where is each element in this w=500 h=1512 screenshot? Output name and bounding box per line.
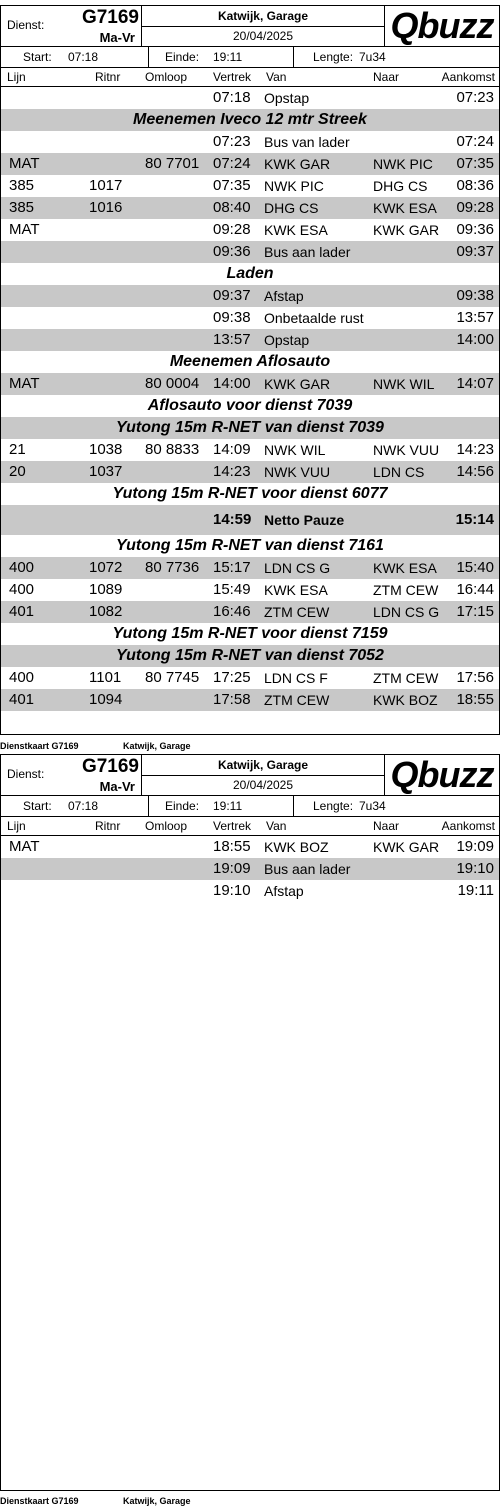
- van-cell: Bus aan lader: [264, 861, 351, 877]
- vertrek-cell: 09:38: [213, 309, 251, 326]
- lijn-cell: 400: [9, 581, 35, 598]
- column-header: [1, 68, 499, 87]
- garage-cell: [142, 755, 385, 795]
- col-lijn: Lijn: [7, 819, 26, 833]
- dienst-cell: [1, 755, 142, 795]
- naar-cell: NWK PIC: [373, 156, 433, 172]
- table-row: [1, 557, 499, 579]
- einde-cell: [149, 796, 294, 816]
- service-date: 20/04/2025: [232, 29, 294, 43]
- table-row: [1, 880, 499, 902]
- ritnr-cell: 1016: [89, 199, 123, 216]
- omloop-cell: 80 7701: [145, 155, 200, 172]
- van-cell: Onbetaalde rust: [264, 310, 364, 326]
- naar-cell: DHG CS: [373, 178, 428, 194]
- footer-title: Dienstkaart G7169: [0, 1496, 79, 1506]
- vertrek-cell: 07:18: [213, 89, 251, 106]
- start-value: 07:18: [68, 799, 99, 813]
- van-cell: NWK PIC: [264, 178, 324, 194]
- naar-cell: KWK BOZ: [373, 692, 438, 708]
- garage-name: Katwijk, Garage: [142, 755, 384, 776]
- vertrek-cell: 14:00: [213, 375, 251, 392]
- col-omloop: Omloop: [145, 819, 188, 833]
- dienst-cell: [1, 6, 142, 46]
- van-cell: LDN CS G: [264, 560, 331, 576]
- table-row: [1, 285, 499, 307]
- aankomst-cell: 17:15: [456, 603, 494, 620]
- aankomst-cell: 15:14: [455, 511, 494, 528]
- van-cell: NWK WIL: [264, 442, 326, 458]
- naar-cell: NWK WIL: [373, 376, 435, 392]
- naar-cell: ZTM CEW: [373, 670, 439, 686]
- aankomst-cell: 19:10: [456, 860, 494, 877]
- ritnr-cell: 1038: [89, 441, 123, 458]
- vertrek-cell: 07:23: [213, 133, 251, 150]
- omloop-cell: 80 7736: [145, 559, 200, 576]
- ritnr-cell: 1094: [89, 691, 123, 708]
- lijn-cell: 385: [9, 177, 35, 194]
- vertrek-cell: 07:35: [213, 177, 251, 194]
- lijn-cell: MAT: [9, 155, 40, 172]
- ritnr-cell: 1072: [89, 559, 123, 576]
- col-ritnr: Ritnr: [95, 819, 121, 833]
- table-row: [1, 329, 499, 351]
- aankomst-cell: 09:38: [456, 287, 494, 304]
- footer-garage: Katwijk, Garage: [123, 1496, 191, 1506]
- vertrek-cell: 19:10: [213, 882, 251, 899]
- section-heading: Yutong 15m R-NET voor dienst 7159: [112, 625, 388, 642]
- table-row: [1, 87, 499, 109]
- vertrek-cell: 08:40: [213, 199, 251, 216]
- section-heading: Yutong 15m R-NET van dienst 7052: [1, 645, 499, 667]
- aankomst-cell: 14:07: [456, 375, 494, 392]
- start-label: Start:: [23, 50, 52, 64]
- van-cell: Netto Pauze: [264, 512, 345, 528]
- lijn-cell: 400: [9, 559, 35, 576]
- aankomst-cell: 15:40: [456, 559, 494, 576]
- col-van: Van: [266, 819, 287, 833]
- table-row: [1, 601, 499, 623]
- col-vertrek: Vertrek: [213, 819, 252, 833]
- aankomst-cell: 14:23: [456, 441, 494, 458]
- header-times: [1, 796, 499, 817]
- naar-cell: ZTM CEW: [373, 582, 439, 598]
- schedule-table-page-2: [1, 836, 499, 902]
- section-heading: Meenemen Iveco 12 mtr Streek: [1, 109, 499, 131]
- omloop-cell: 80 0004: [145, 375, 200, 392]
- garage-cell: [142, 6, 385, 46]
- table-row: [1, 836, 499, 858]
- qbuzz-logo: Qbuzz: [390, 5, 494, 46]
- dienst-label: Dienst:: [7, 767, 45, 781]
- table-row: [1, 689, 499, 711]
- van-cell: KWK ESA: [264, 582, 328, 598]
- van-cell: ZTM CEW: [264, 692, 330, 708]
- aankomst-cell: 09:28: [456, 199, 494, 216]
- section-heading: Yutong 15m R-NET van dienst 7161: [116, 537, 384, 554]
- lengte-value: 7u34: [359, 799, 386, 813]
- table-row: [1, 219, 499, 241]
- table-row: [1, 307, 499, 329]
- vertrek-cell: 09:37: [213, 287, 251, 304]
- vertrek-cell: 07:24: [213, 155, 251, 172]
- aankomst-cell: 07:24: [456, 133, 494, 150]
- table-row: [1, 461, 499, 483]
- naar-cell: LDN CS G: [373, 604, 440, 620]
- naar-cell: KWK GAR: [373, 222, 440, 238]
- pause-row: [1, 505, 499, 535]
- dienst-label: Dienst:: [7, 18, 45, 32]
- dienst-number: G7169: [81, 756, 139, 777]
- section-heading: Meenemen Aflosauto: [169, 353, 331, 370]
- lijn-cell: 385: [9, 199, 35, 216]
- aankomst-cell: 08:36: [456, 177, 494, 194]
- section-heading: Aflosauto voor dienst 7039: [147, 397, 353, 414]
- dienst-days: Ma-Vr: [99, 30, 135, 45]
- van-cell: KWK ESA: [264, 222, 328, 238]
- section-heading: Yutong 15m R-NET van dienst 7039: [1, 417, 499, 439]
- van-cell: ZTM CEW: [264, 604, 330, 620]
- lijn-cell: MAT: [9, 375, 40, 392]
- table-row: [1, 241, 499, 263]
- omloop-cell: 80 8833: [145, 441, 200, 458]
- start-cell: [1, 47, 149, 67]
- col-omloop: Omloop: [145, 70, 188, 84]
- van-cell: KWK GAR: [264, 376, 331, 392]
- aankomst-cell: 18:55: [456, 691, 494, 708]
- van-cell: LDN CS F: [264, 670, 328, 686]
- vertrek-cell: 14:23: [213, 463, 251, 480]
- footer-garage: Katwijk, Garage: [123, 741, 191, 751]
- start-value: 07:18: [68, 50, 99, 64]
- naar-cell: KWK ESA: [373, 200, 437, 216]
- col-naar: Naar: [373, 70, 400, 84]
- einde-value: 19:11: [213, 50, 243, 64]
- van-cell: Bus van lader: [264, 134, 350, 150]
- aankomst-cell: 14:56: [456, 463, 494, 480]
- lengte-label: Lengte:: [313, 799, 354, 813]
- vertrek-cell: 15:17: [213, 559, 251, 576]
- table-row: [1, 131, 499, 153]
- dienst-number: G7169: [81, 7, 139, 28]
- einde-value: 19:11: [213, 799, 243, 813]
- start-cell: [1, 796, 149, 816]
- aankomst-cell: 13:57: [456, 309, 494, 326]
- vertrek-cell: 09:36: [213, 243, 251, 260]
- table-row: [1, 439, 499, 461]
- van-cell: NWK VUU: [264, 464, 331, 480]
- aankomst-cell: 16:44: [456, 581, 494, 598]
- col-vertrek: Vertrek: [213, 70, 252, 84]
- lengte-label: Lengte:: [313, 50, 354, 64]
- aankomst-cell: 19:11: [457, 882, 494, 899]
- aankomst-cell: 19:09: [456, 838, 494, 855]
- table-row: [1, 175, 499, 197]
- lijn-cell: 401: [9, 603, 35, 620]
- table-row: [1, 373, 499, 395]
- van-cell: Bus aan lader: [264, 244, 351, 260]
- vertrek-cell: 14:09: [213, 441, 251, 458]
- column-header: [1, 817, 499, 836]
- lijn-cell: 20: [9, 463, 26, 480]
- vertrek-cell: 17:58: [213, 691, 251, 708]
- vertrek-cell: 16:46: [213, 603, 251, 620]
- van-cell: Afstap: [264, 288, 304, 304]
- col-ritnr: Ritnr: [95, 70, 121, 84]
- footer-title: Dienstkaart G7169: [0, 741, 79, 751]
- service-date: 20/04/2025: [232, 778, 294, 792]
- section-heading: Laden: [226, 265, 274, 282]
- lijn-cell: MAT: [9, 838, 40, 855]
- van-cell: KWK BOZ: [264, 839, 329, 855]
- naar-cell: NWK VUU: [373, 442, 440, 458]
- section-heading: Yutong 15m R-NET voor dienst 6077: [112, 485, 388, 502]
- header-times: [1, 47, 499, 68]
- aankomst-cell: 14:00: [456, 331, 494, 348]
- aankomst-cell: 17:56: [456, 669, 494, 686]
- naar-cell: KWK ESA: [373, 560, 437, 576]
- aankomst-cell: 09:37: [456, 243, 494, 260]
- van-cell: Opstap: [264, 90, 310, 106]
- page-1-frame: [0, 5, 500, 735]
- lijn-cell: 401: [9, 691, 35, 708]
- table-row: [1, 667, 499, 689]
- vertrek-cell: 19:09: [213, 860, 251, 877]
- omloop-cell: 80 7745: [145, 669, 200, 686]
- col-aankomst: Aankomst: [441, 819, 495, 833]
- vertrek-cell: 17:25: [213, 669, 251, 686]
- header-top: [1, 755, 499, 796]
- vertrek-cell: 13:57: [213, 331, 251, 348]
- vertrek-cell: 15:49: [213, 581, 251, 598]
- lengte-value: 7u34: [359, 50, 386, 64]
- col-aankomst: Aankomst: [441, 70, 495, 84]
- col-lijn: Lijn: [7, 70, 26, 84]
- aankomst-cell: 07:23: [456, 89, 494, 106]
- van-cell: Opstap: [264, 332, 310, 348]
- start-label: Start:: [23, 799, 52, 813]
- page-2-frame: [0, 754, 500, 1491]
- van-cell: Afstap: [264, 883, 304, 899]
- qbuzz-logo: Qbuzz: [390, 754, 494, 795]
- lijn-cell: 400: [9, 669, 35, 686]
- einde-cell: [149, 47, 294, 67]
- table-row: [1, 153, 499, 175]
- lijn-cell: 21: [9, 441, 26, 458]
- einde-label: Einde:: [165, 799, 200, 813]
- ritnr-cell: 1082: [89, 603, 123, 620]
- lengte-cell: [294, 47, 499, 67]
- van-cell: DHG CS: [264, 200, 319, 216]
- garage-name: Katwijk, Garage: [142, 6, 384, 27]
- vertrek-cell: 14:59: [213, 511, 252, 528]
- lijn-cell: MAT: [9, 221, 40, 238]
- ritnr-cell: 1017: [89, 177, 123, 194]
- vertrek-cell: 09:28: [213, 221, 251, 238]
- aankomst-cell: 07:35: [456, 155, 494, 172]
- table-row: [1, 579, 499, 601]
- col-van: Van: [266, 70, 287, 84]
- ritnr-cell: 1101: [89, 669, 122, 686]
- table-row: [1, 858, 499, 880]
- dienst-days: Ma-Vr: [99, 779, 135, 794]
- aankomst-cell: 09:36: [456, 221, 494, 238]
- vertrek-cell: 18:55: [213, 838, 251, 855]
- naar-cell: KWK GAR: [373, 839, 440, 855]
- ritnr-cell: 1037: [89, 463, 123, 480]
- schedule-table-page-1: [1, 87, 499, 711]
- ritnr-cell: 1089: [89, 581, 123, 598]
- lengte-cell: [294, 796, 499, 816]
- naar-cell: LDN CS: [373, 464, 425, 480]
- einde-label: Einde:: [165, 50, 200, 64]
- table-row: [1, 197, 499, 219]
- van-cell: KWK GAR: [264, 156, 331, 172]
- header-top: [1, 6, 499, 47]
- col-naar: Naar: [373, 819, 400, 833]
